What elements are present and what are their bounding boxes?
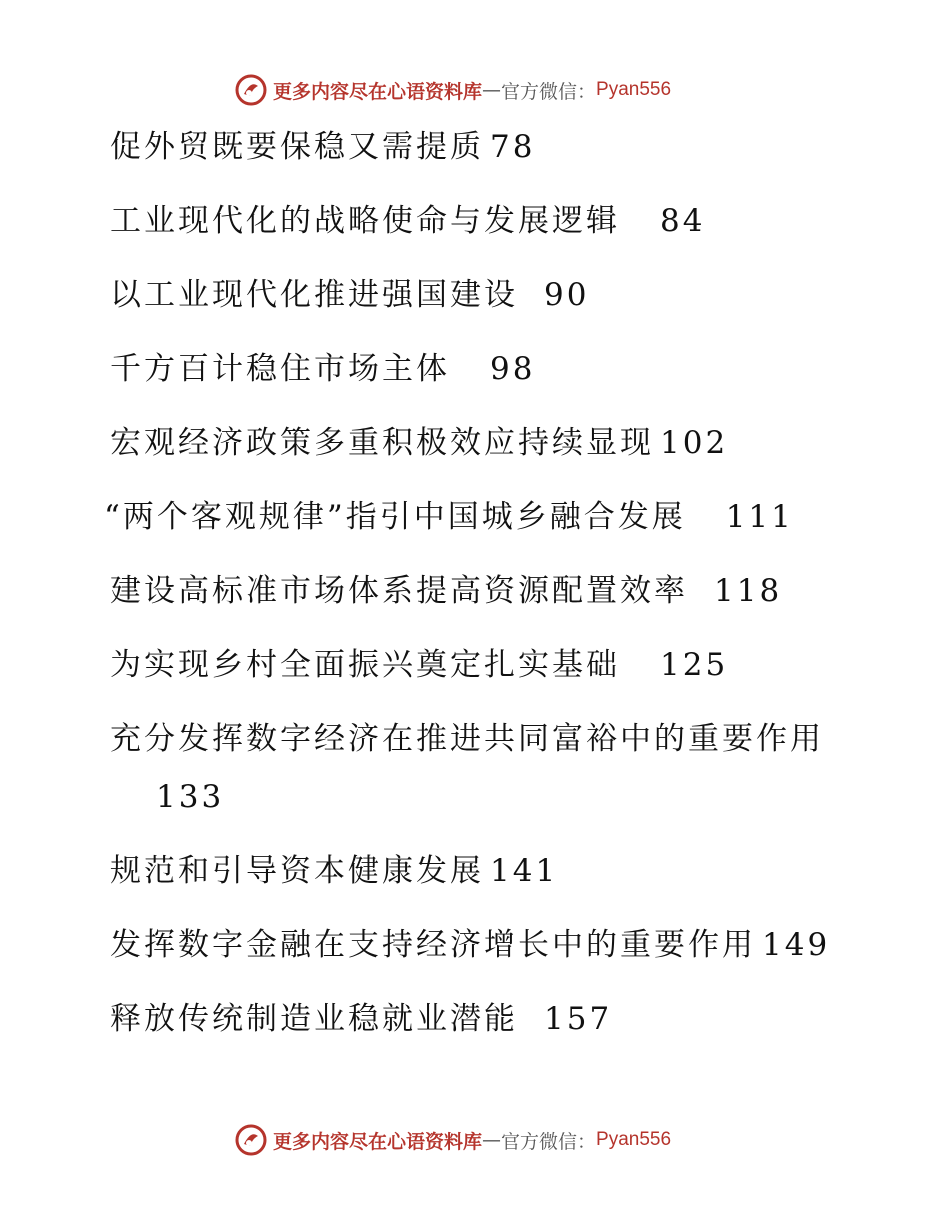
watermark-wechat-id: Pyan556 — [596, 79, 672, 100]
watermark-official-label: 官方微信： — [501, 80, 597, 103]
toc-entry-page: 125 — [660, 647, 729, 683]
toc-entry — [104, 488, 850, 562]
toc-entry — [110, 414, 850, 488]
toc-entry-page: 90 — [544, 277, 590, 313]
toc-entry — [110, 192, 850, 266]
watermark-brand: 更多内容尽在心语资料库 — [273, 1130, 483, 1153]
toc-entry-page: 157 — [544, 1001, 613, 1037]
toc-entry-page: 133 — [156, 779, 225, 815]
watermark-official-label: 官方微信： — [501, 1130, 597, 1153]
footer-watermark — [235, 1122, 671, 1158]
toc-entry — [110, 636, 850, 710]
toc-entry-title: 以工业现代化推进强国建设 — [110, 277, 518, 313]
toc-entry-title: 宏观经济政策多重积极效应持续显现 — [110, 425, 654, 461]
table-of-contents — [104, 118, 850, 1064]
watermark-dash: — — [482, 79, 502, 101]
toc-entry-page: 98 — [490, 351, 536, 387]
toc-entry-page: 149 — [762, 927, 831, 963]
watermark-dash: — — [482, 1129, 502, 1151]
red-spiral-emblem-icon — [235, 1124, 267, 1156]
toc-entry-title: 释放传统制造业稳就业潜能 — [110, 1001, 518, 1037]
toc-entry-page: 84 — [660, 203, 706, 239]
toc-entry — [110, 842, 850, 916]
watermark-wechat-id: Pyan556 — [596, 1129, 672, 1150]
toc-entry — [110, 562, 850, 636]
toc-entry-title: 千方百计稳住市场主体 — [110, 351, 450, 387]
red-spiral-emblem-icon — [235, 74, 267, 106]
watermark-brand: 更多内容尽在心语资料库 — [273, 80, 483, 103]
toc-entry-title: 工业现代化的战略使命与发展逻辑 — [110, 203, 620, 239]
toc-entry-title: 发挥数字金融在支持经济增长中的重要作用 — [110, 927, 756, 963]
toc-entry — [110, 118, 850, 192]
toc-entry-page: 78 — [490, 129, 536, 165]
toc-entry-page: 141 — [490, 853, 559, 889]
toc-entry-page: 118 — [714, 573, 783, 609]
toc-entry-title: 建设高标准市场体系提高资源配置效率 — [110, 573, 688, 609]
toc-entry-title: “两个客观规律”指引中国城乡融合发展 — [104, 499, 686, 535]
toc-entry — [110, 340, 850, 414]
toc-entry-title: 为实现乡村全面振兴奠定扎实基础 — [110, 647, 620, 683]
toc-entry — [110, 990, 850, 1064]
toc-entry-title: 促外贸既要保稳又需提质 — [110, 129, 484, 165]
toc-entry-page: 111 — [725, 499, 794, 535]
header-watermark — [235, 72, 671, 108]
toc-entry-page: 102 — [660, 425, 729, 461]
toc-entry — [110, 916, 850, 990]
toc-entry-title: 充分发挥数字经济在推进共同富裕中的重要作用 — [110, 721, 824, 757]
toc-entry — [110, 266, 850, 340]
toc-entry — [110, 710, 850, 826]
toc-entry-title: 规范和引导资本健康发展 — [110, 853, 484, 889]
